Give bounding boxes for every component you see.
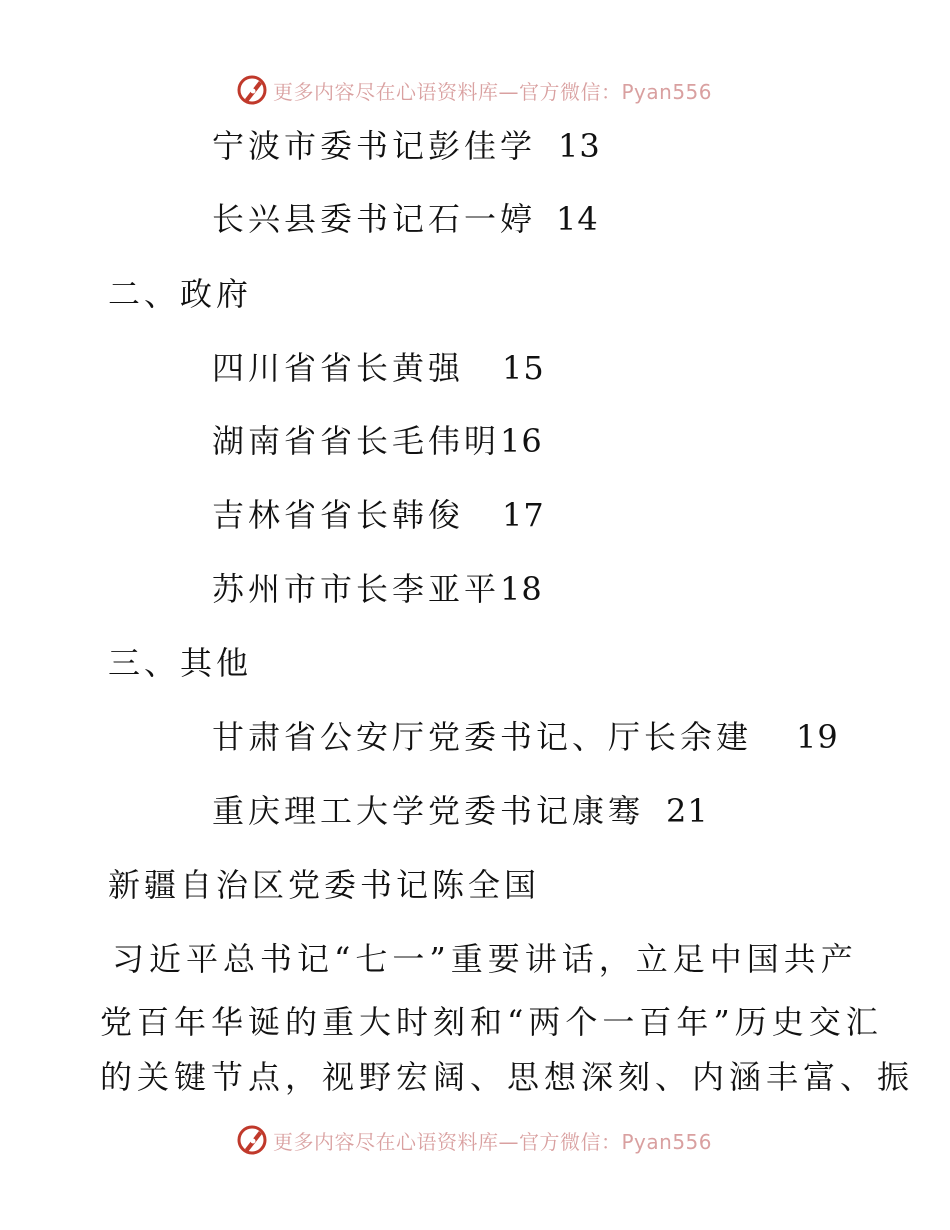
watermark-bottom <box>235 1122 712 1158</box>
toc-entry <box>212 569 543 609</box>
toc-entry-title: 重庆理工大学党委书记康骞 <box>212 792 645 830</box>
watermark-text: 更多内容尽在心语资料库—官方微信：Pyan556 <box>273 1129 713 1154</box>
pen-logo-icon <box>235 73 269 107</box>
toc-entry <box>212 495 545 535</box>
toc-entry <box>212 126 601 166</box>
toc-section-title: 二、政府 <box>108 275 253 313</box>
toc-entry <box>212 717 839 757</box>
toc-entry-title: 宁波市委书记彭佳学 <box>212 127 537 165</box>
toc-entry-page: 16 <box>500 422 543 460</box>
toc-entry-page: 15 <box>502 349 545 387</box>
toc-section <box>108 274 252 314</box>
watermark-top <box>235 72 712 108</box>
article-line: 党百年华诞的重大时刻和“两个一百年”历史交汇 <box>100 1003 883 1041</box>
article-line: 习近平总书记“七一”重要讲话，立足中国共产 <box>112 940 858 978</box>
toc-entry-page: 17 <box>502 496 545 534</box>
article-heading: 新疆自治区党委书记陈全国 <box>108 866 541 904</box>
toc-entry <box>212 348 545 388</box>
toc-entry-page: 13 <box>558 127 601 165</box>
toc-entry-page: 18 <box>500 570 543 608</box>
article-line: 的关键节点，视野宏阔、思想深刻、内涵丰富、振 <box>100 1058 915 1096</box>
watermark-text: 更多内容尽在心语资料库—官方微信：Pyan556 <box>273 79 713 104</box>
toc-entry-title: 四川省省长黄强 <box>212 349 465 387</box>
toc-entry-title: 湖南省省长毛伟明 <box>212 422 501 460</box>
toc-entry-page: 21 <box>666 792 709 830</box>
toc-entry <box>212 199 599 239</box>
toc-entry <box>212 421 543 461</box>
pen-logo-icon <box>235 1123 269 1157</box>
toc-entry-page: 14 <box>556 200 599 238</box>
toc-entry-title: 甘肃省公安厅党委书记、厅长余建 <box>212 718 753 756</box>
toc-entry-title: 苏州市市长李亚平 <box>212 570 501 608</box>
toc-section-title: 三、其他 <box>108 644 253 682</box>
toc-entry <box>212 791 709 831</box>
toc-section <box>108 643 252 683</box>
toc-entry-title: 长兴县委书记石一婷 <box>212 200 537 238</box>
toc-entry-page: 19 <box>796 718 839 756</box>
toc-entry-title: 吉林省省长韩俊 <box>212 496 465 534</box>
